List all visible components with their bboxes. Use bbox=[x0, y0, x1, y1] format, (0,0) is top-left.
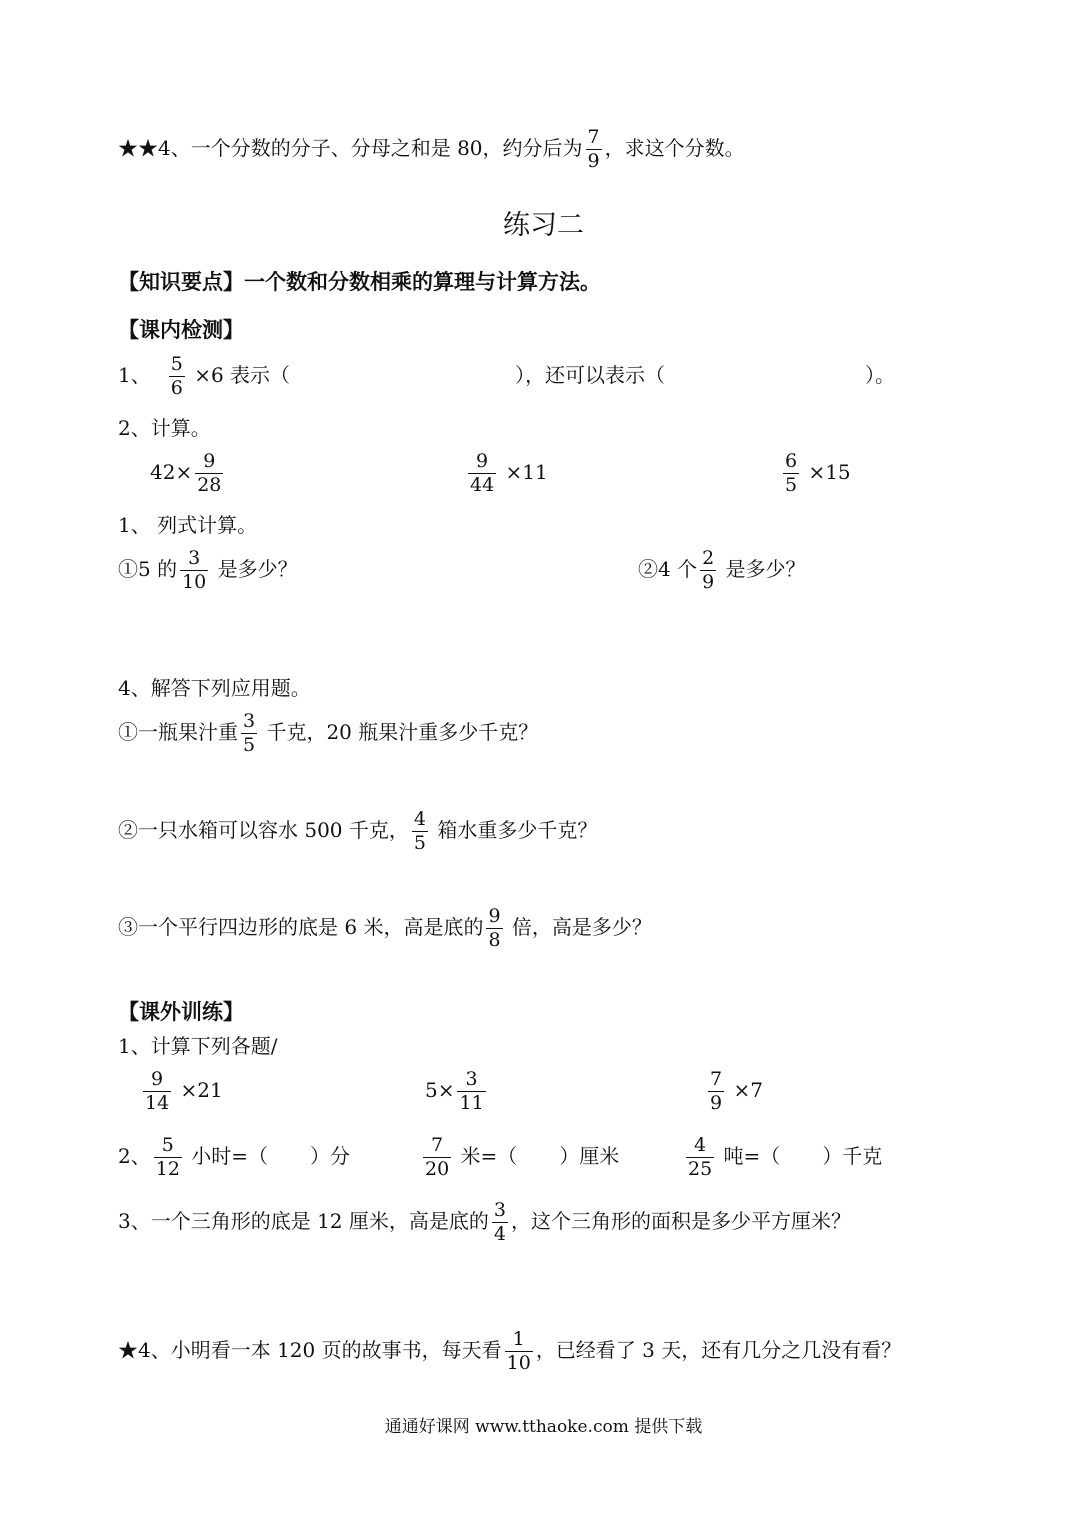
fraction bbox=[686, 1136, 714, 1179]
calc-pre: 5× bbox=[425, 1078, 455, 1102]
numerator: 6 bbox=[785, 450, 798, 472]
calc2-item-1 bbox=[140, 1070, 223, 1113]
calc-post: ×21 bbox=[180, 1078, 223, 1102]
p4c-post: 倍，高是多少？ bbox=[511, 915, 652, 939]
section-heading-extra: 【课外训练】 bbox=[118, 1000, 244, 1024]
denominator: 8 bbox=[488, 929, 501, 951]
problem-2-label: 2、计算。 bbox=[118, 416, 211, 440]
p4b-pre: ②一只水箱可以容水 500 千克， bbox=[118, 818, 409, 842]
problem-4a bbox=[118, 712, 538, 755]
q4-prefix: ★★4、一个分数的分子、分母之和是 80，约分后为 bbox=[118, 136, 583, 160]
calc2-item-3 bbox=[705, 1070, 763, 1113]
numerator: 5 bbox=[170, 353, 183, 375]
numerator: 3 bbox=[457, 1070, 485, 1092]
numerator: 7 bbox=[423, 1136, 451, 1158]
fraction bbox=[700, 549, 716, 592]
page-title: 练习二 bbox=[503, 210, 584, 241]
fraction bbox=[423, 1136, 451, 1179]
fraction bbox=[505, 1330, 533, 1373]
p1-mid: ×6 表示（ bbox=[194, 363, 291, 387]
calc-item-3 bbox=[780, 452, 851, 495]
numerator: 3 bbox=[180, 549, 208, 571]
problem-3a bbox=[118, 549, 298, 592]
section-heading-in-class: 【课内检测】 bbox=[118, 318, 244, 342]
fraction bbox=[492, 1201, 508, 1244]
fraction bbox=[169, 355, 185, 398]
p3b-post: 是多少？ bbox=[725, 557, 806, 581]
exercise-2-item-1 bbox=[118, 1136, 350, 1179]
exercise-4 bbox=[118, 1330, 901, 1373]
e3-pre: 3、一个三角形的底是 12 厘米，高是底的 bbox=[118, 1209, 489, 1233]
problem-3-label: 1、 列式计算。 bbox=[118, 513, 258, 537]
denominator: 5 bbox=[785, 474, 798, 496]
q4-suffix: ，求这个分数。 bbox=[604, 136, 745, 160]
fraction bbox=[708, 1070, 724, 1113]
exercise-3 bbox=[118, 1201, 851, 1244]
p3a-post: 是多少？ bbox=[217, 557, 298, 581]
denominator: 9 bbox=[710, 1092, 723, 1114]
fraction bbox=[412, 810, 428, 853]
denominator: 5 bbox=[413, 832, 426, 854]
e2-post: 小时=（ bbox=[191, 1144, 269, 1168]
problem-1 bbox=[118, 355, 895, 398]
fraction bbox=[143, 1070, 171, 1113]
calc-item-2 bbox=[465, 452, 548, 495]
numerator: 7 bbox=[587, 126, 600, 148]
p4a-post: 千克，20 瓶果汁重多少千克？ bbox=[266, 720, 539, 744]
fraction bbox=[457, 1070, 485, 1113]
numerator: 5 bbox=[154, 1136, 182, 1158]
e2-post: 吨=（ bbox=[723, 1144, 781, 1168]
p4c-pre: ③一个平行四边形的底是 6 米，高是底的 bbox=[118, 915, 484, 939]
footer-credit: 通通好课网 www.tthaoke.com 提供下载 bbox=[384, 1417, 703, 1437]
calc2-item-2 bbox=[425, 1070, 489, 1113]
denominator: 20 bbox=[425, 1158, 450, 1180]
denominator: 4 bbox=[493, 1223, 506, 1245]
denominator: 12 bbox=[155, 1158, 180, 1180]
e2-post: 米=（ bbox=[460, 1144, 518, 1168]
exercise-2-item-3 bbox=[683, 1136, 882, 1179]
calc-post: ×11 bbox=[505, 460, 548, 484]
exercise-1-label: 1、计算下列各题/ bbox=[118, 1034, 278, 1058]
numerator: 4 bbox=[686, 1136, 714, 1158]
numerator: 3 bbox=[243, 710, 256, 732]
p4b-post: 箱水重多少千克？ bbox=[437, 818, 598, 842]
exercise-2-item-2 bbox=[420, 1136, 619, 1179]
denominator: 14 bbox=[145, 1092, 170, 1114]
fraction bbox=[486, 907, 502, 950]
denominator: 28 bbox=[197, 474, 222, 496]
fraction bbox=[241, 712, 257, 755]
problem-4-label: 4、解答下列应用题。 bbox=[118, 676, 311, 700]
p3b-pre: ②4 个 bbox=[638, 557, 698, 581]
denominator: 25 bbox=[688, 1158, 713, 1180]
numerator: 4 bbox=[413, 808, 426, 830]
problem-4b bbox=[118, 810, 597, 853]
p1-prefix: 1、 bbox=[118, 363, 151, 387]
fraction bbox=[586, 128, 602, 171]
calc-post: ×15 bbox=[808, 460, 851, 484]
p3a-pre: ①5 的 bbox=[118, 557, 178, 581]
numerator: 2 bbox=[702, 547, 715, 569]
numerator: 3 bbox=[493, 1199, 506, 1221]
e2-post2: ）分 bbox=[310, 1144, 351, 1168]
numerator: 9 bbox=[143, 1070, 171, 1092]
denominator: 9 bbox=[587, 150, 600, 172]
denominator: 9 bbox=[702, 571, 715, 593]
problem-3b bbox=[638, 549, 806, 592]
numerator: 9 bbox=[195, 452, 223, 474]
e4-pre: ★4、小明看一本 120 页的故事书，每天看 bbox=[118, 1338, 502, 1362]
e2-pre: 2、 bbox=[118, 1144, 151, 1168]
numerator: 7 bbox=[710, 1068, 723, 1090]
denominator: 10 bbox=[506, 1352, 531, 1374]
question-4-top bbox=[118, 128, 745, 171]
denominator: 10 bbox=[182, 571, 207, 593]
calc-item-1 bbox=[150, 452, 226, 495]
fraction bbox=[195, 452, 223, 495]
fraction bbox=[783, 452, 799, 495]
denominator: 11 bbox=[459, 1092, 484, 1114]
e3-post: ，这个三角形的面积是多少平方厘米？ bbox=[510, 1209, 851, 1233]
fraction bbox=[154, 1136, 182, 1179]
calc-pre: 42× bbox=[150, 460, 193, 484]
numerator: 1 bbox=[505, 1330, 533, 1352]
p4a-pre: ①一瓶果汁重 bbox=[118, 720, 238, 744]
numerator: 9 bbox=[488, 905, 501, 927]
denominator: 6 bbox=[170, 377, 183, 399]
e2-post2: ）千克 bbox=[822, 1144, 883, 1168]
p1-mid2: ），还可以表示（ bbox=[515, 363, 666, 387]
e2-post2: ）厘米 bbox=[559, 1144, 620, 1168]
denominator: 44 bbox=[470, 474, 495, 496]
e4-post: ，已经看了 3 天，还有几分之几没有看？ bbox=[535, 1338, 902, 1362]
problem-4c bbox=[118, 907, 652, 950]
knowledge-points: 【知识要点】一个数和分数相乘的算理与计算方法。 bbox=[118, 270, 601, 294]
calc-post: ×7 bbox=[733, 1078, 763, 1102]
denominator: 5 bbox=[243, 734, 256, 756]
fraction bbox=[468, 452, 496, 495]
numerator: 9 bbox=[468, 452, 496, 474]
fraction bbox=[180, 549, 208, 592]
p1-suffix: ）。 bbox=[865, 363, 896, 387]
